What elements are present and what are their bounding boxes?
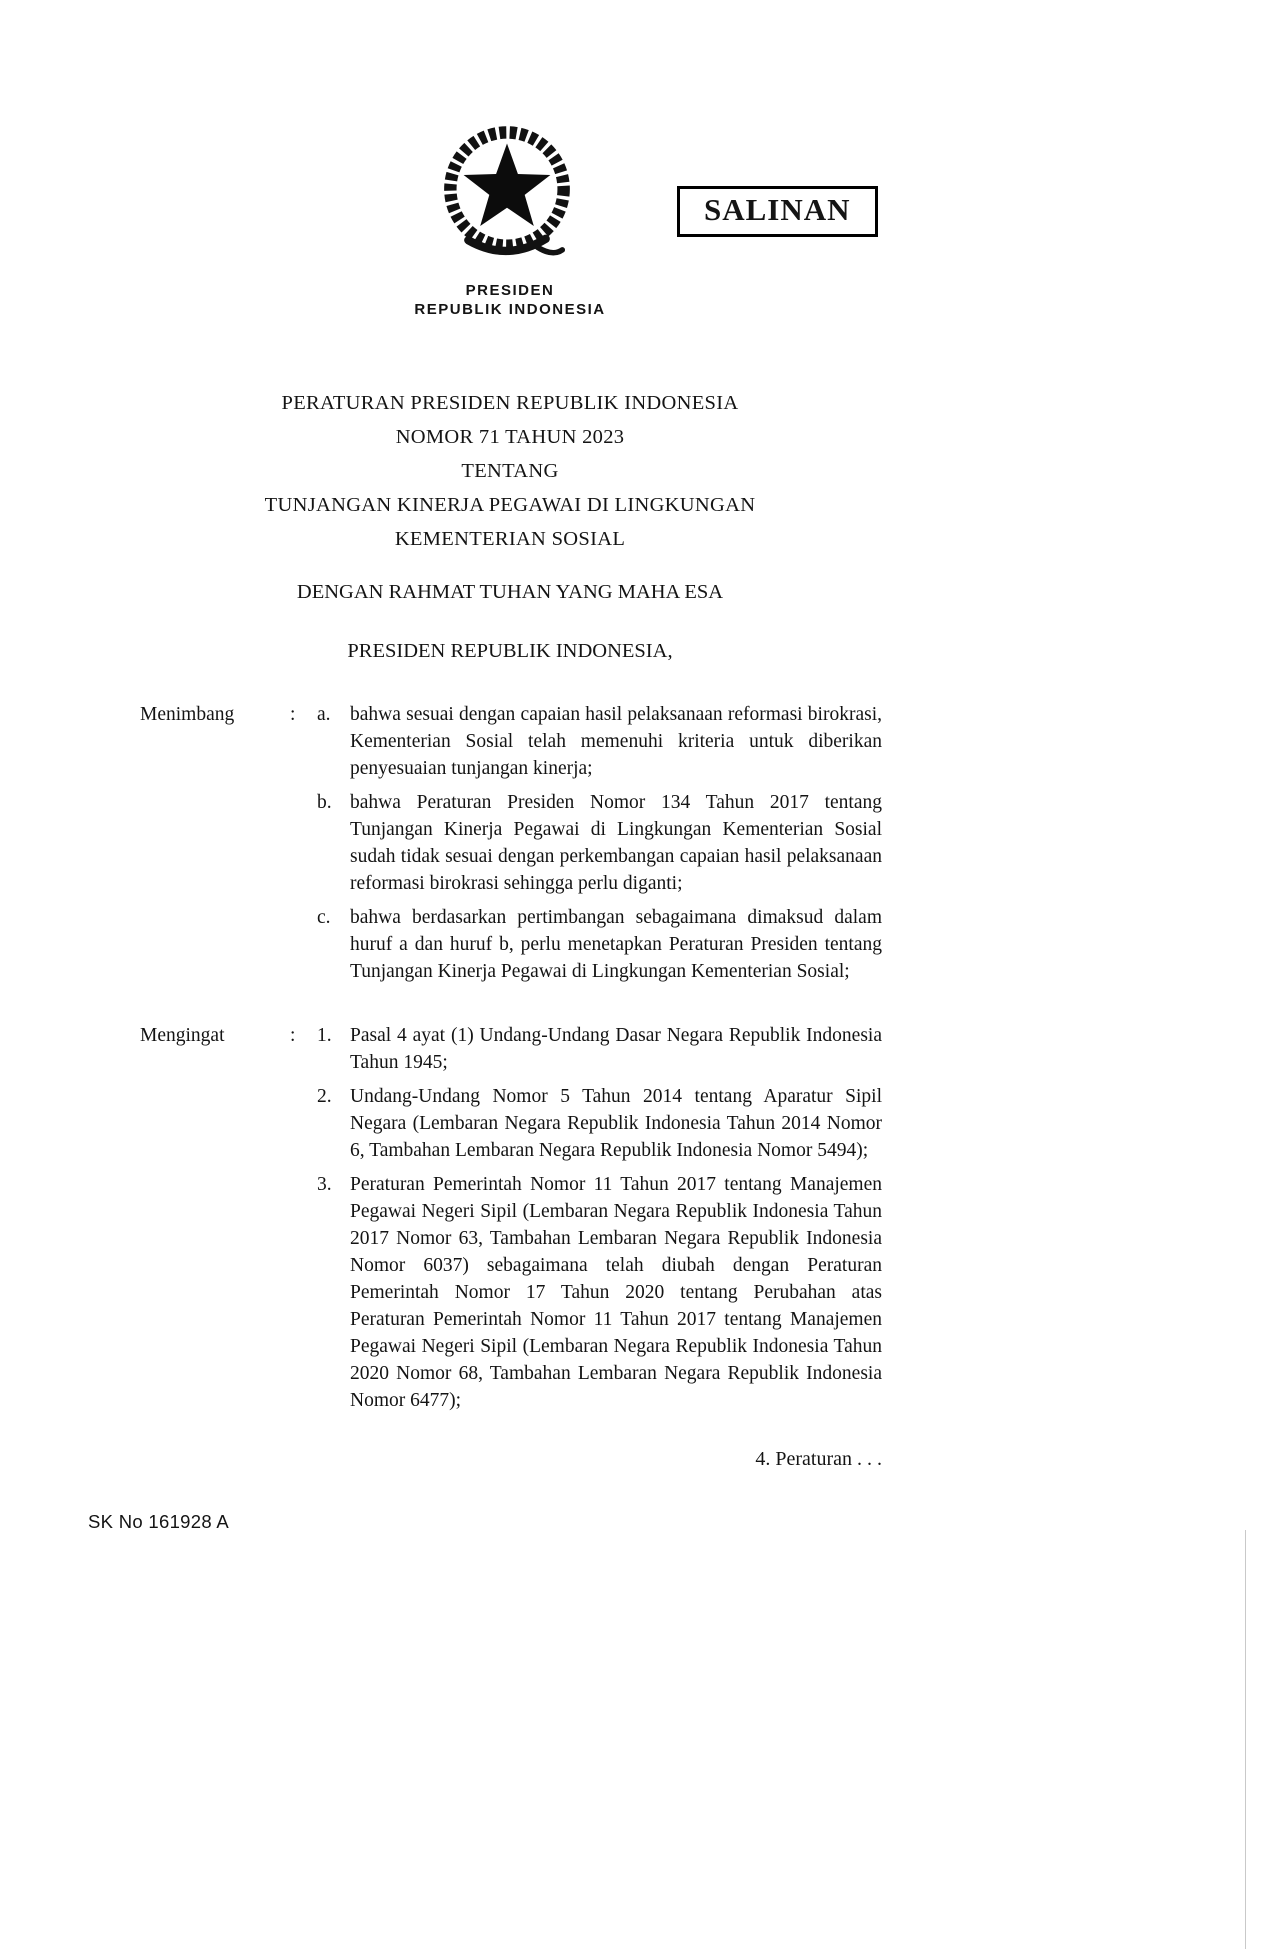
letterhead — [0, 281, 1020, 319]
item-text: Peraturan Pemerintah Nomor 11 Tahun 2017 tentang Manajemen Pegawai Negeri Sipil (Lembaran Negara Republik Indonesia Tahun 2017 Nomor 63, Tambahan Lembaran Negara Republik Indonesia Nomor 6037) sebagaimana telah diubah dengan Peraturan Pemerintah Nomor 17 Tahun 2020 tentang Perubahan atas Peraturan Pemerintah Nomor 11 Tahun 2017 tentang Manajemen Pegawai Negeri Sipil (Lembaran Negara Republik Indonesia Tahun 2020 Nomor 68, Tambahan Lembaran Negara Republik Indonesia Nomor 6477); — [350, 1174, 882, 1411]
mengingat-colon: : — [290, 1025, 296, 1046]
menimbang-colon: : — [290, 704, 296, 725]
item-text: Pasal 4 ayat (1) Undang-Undang Dasar Negara Republik Indonesia Tahun 1945; — [350, 1025, 882, 1073]
mengingat-section — [140, 1022, 882, 1421]
mengingat-label: Mengingat — [140, 1025, 225, 1046]
item-marker: 2. — [317, 1086, 332, 1107]
mengingat-item-2 — [317, 1083, 882, 1164]
title-line-3: TENTANG — [461, 460, 559, 482]
garuda-star-emblem-icon — [436, 120, 578, 272]
item-marker: 1. — [317, 1025, 332, 1046]
item-text: Undang-Undang Nomor 5 Tahun 2014 tentang Aparatur Sipil Negara (Lembaran Negara Republik Indonesia Tahun 2014 Nomor 6, Tambahan Lembaran Negara Republik Indonesia Nomor 5494); — [350, 1086, 882, 1161]
title-line-2: NOMOR 71 TAHUN 2023 — [395, 426, 625, 448]
menimbang-label: Menimbang — [140, 704, 235, 725]
regulation-title — [0, 386, 1020, 556]
mengingat-items — [317, 1022, 882, 1421]
preamble-opening: PRESIDEN REPUBLIK INDONESIA, — [347, 640, 673, 662]
item-marker: 3. — [317, 1174, 332, 1195]
menimbang-item-c — [317, 904, 882, 985]
letterhead-line-republik-indonesia: REPUBLIK INDONESIA — [414, 301, 606, 318]
item-text: bahwa Peraturan Presiden Nomor 134 Tahun 2017 tentang Tunjangan Kinerja Pegawai di Lingkungan Kementerian Sosial sudah tidak sesuai dengan perkembangan capaian hasil pelaksanaan reformasi birokrasi sehingga perlu diganti; — [350, 792, 882, 894]
scan-artifact-line — [1245, 1530, 1246, 1949]
item-text: bahwa sesuai dengan capaian hasil pelaksanaan reformasi birokrasi, Kementerian Sosial telah memenuhi kriteria untuk diberikan penyesuaian tunjangan kinerja; — [350, 704, 882, 779]
item-marker: a. — [317, 704, 331, 725]
item-marker: b. — [317, 792, 332, 813]
menimbang-item-a — [317, 701, 882, 782]
menimbang-section — [140, 701, 882, 992]
letterhead-line-presiden: PRESIDEN — [465, 282, 555, 299]
item-marker: c. — [317, 907, 331, 928]
title-line-5: KEMENTERIAN SOSIAL — [394, 528, 626, 550]
mengingat-item-3 — [317, 1171, 882, 1414]
sk-number: SK No 161928 A — [88, 1511, 229, 1532]
menimbang-items — [317, 701, 882, 992]
item-text: bahwa berdasarkan pertimbangan sebagaimana dimaksud dalam huruf a dan huruf b, perlu menetapkan Peraturan Presiden tentang Tunjangan Kinerja Pegawai di Lingkungan Kementerian Sosial; — [350, 907, 882, 982]
catchword: 4. Peraturan . . . — [755, 1448, 882, 1470]
menimbang-item-b — [317, 789, 882, 897]
mengingat-item-1 — [317, 1022, 882, 1076]
preamble-motto: DENGAN RAHMAT TUHAN YANG MAHA ESA — [296, 581, 724, 603]
title-line-1: PERATURAN PRESIDEN REPUBLIK INDONESIA — [281, 392, 739, 414]
salinan-stamp: SALINAN — [677, 186, 878, 237]
title-line-4: TUNJANGAN KINERJA PEGAWAI DI LINGKUNGAN — [264, 494, 756, 516]
